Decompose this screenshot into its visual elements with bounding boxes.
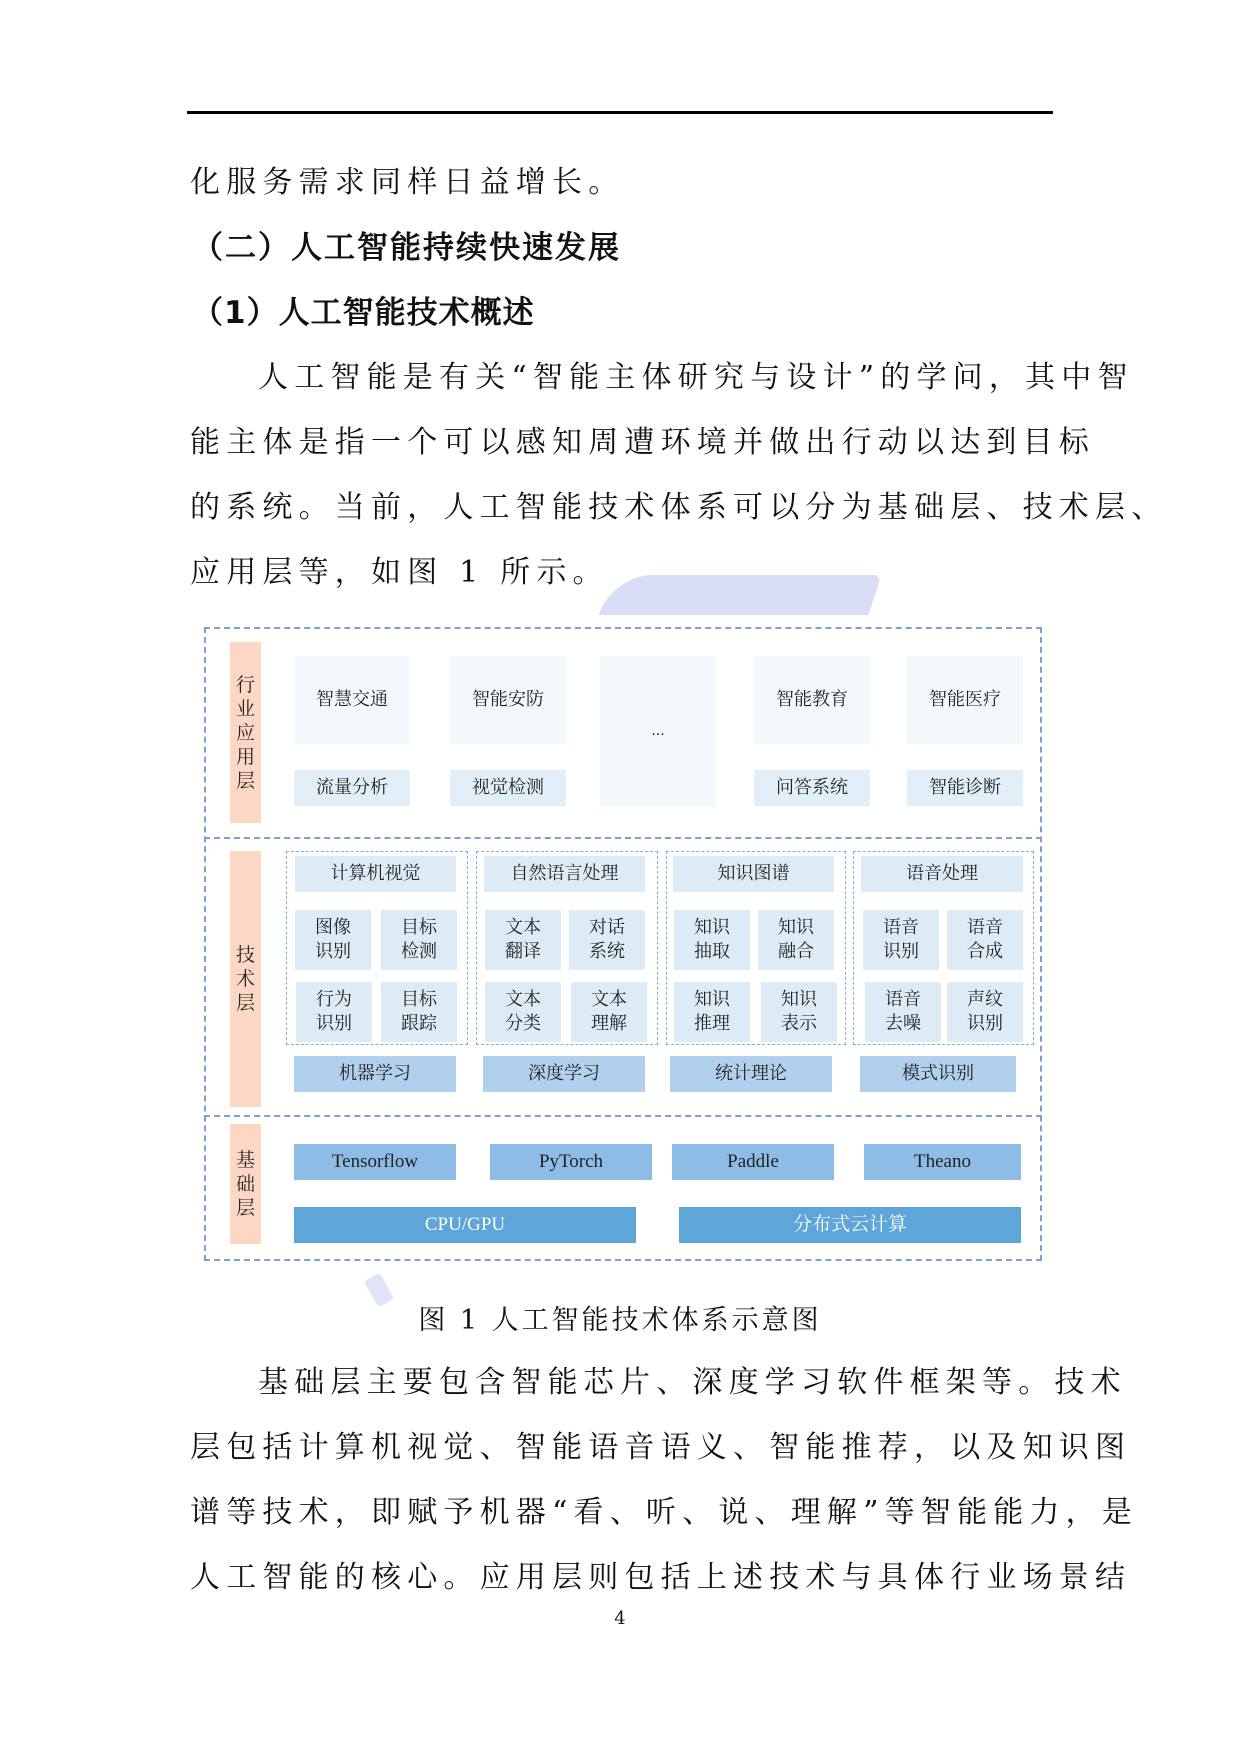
- paragraph-line: 人工智能是有关“智能主体研究与设计”的学问，其中智: [258, 360, 1134, 395]
- paragraph-line: 谱等技术，即赋予机器“看、听、说、理解”等智能能力，是: [190, 1495, 1139, 1530]
- tech-item: 知识 表示: [761, 982, 837, 1042]
- tech-item: 声纹 识别: [947, 982, 1023, 1042]
- tech-item: 知识 推理: [674, 982, 750, 1042]
- ai-architecture-diagram: [204, 627, 1042, 1261]
- tech-group-computer-vision: [286, 851, 468, 1045]
- framework-paddle: Paddle: [672, 1144, 834, 1180]
- tech-item: 文本 分类: [485, 982, 561, 1042]
- industry-smart-transport: 智慧交通: [294, 656, 410, 744]
- framework-theano: Theano: [864, 1144, 1021, 1180]
- tech-group-title: 计算机视觉: [295, 856, 456, 892]
- industry-smart-medical: 智能医疗: [907, 656, 1023, 744]
- tech-item: 目标 检测: [381, 910, 457, 970]
- tech-item: 对话 系统: [569, 910, 645, 970]
- capability-traffic-analysis: 流量分析: [294, 770, 410, 806]
- tech-item: 行为 识别: [296, 982, 372, 1042]
- tech-item: 语音 去噪: [865, 982, 941, 1042]
- tech-item: 语音 合成: [947, 910, 1023, 970]
- layer-label-base: 基 础 层: [230, 1124, 261, 1244]
- capability-qa-system: 问答系统: [754, 770, 870, 806]
- tech-group-speech: [853, 851, 1034, 1045]
- figure-caption: 图 1 人工智能技术体系示意图: [418, 1305, 822, 1336]
- tech-group-title: 自然语言处理: [484, 856, 645, 892]
- subsection-heading: （1）人工智能技术概述: [192, 295, 535, 331]
- capability-smart-diagnosis: 智能诊断: [907, 770, 1023, 806]
- tech-group-knowledge-graph: [666, 851, 846, 1045]
- layer-label-application: 行 业 应 用 层: [230, 642, 261, 823]
- industry-smart-education: 智能教育: [754, 656, 870, 744]
- tech-item: 文本 理解: [571, 982, 647, 1042]
- tech-group-nlp: [476, 851, 658, 1045]
- paragraph-line: 人工智能的核心。应用层则包括上述技术与具体行业场景结: [190, 1560, 1132, 1595]
- paragraph-line: 能主体是指一个可以感知周遭环境并做出行动以达到目标: [190, 425, 1095, 460]
- foundation-statistics: 统计理论: [670, 1056, 832, 1092]
- tech-item: 语音 识别: [863, 910, 939, 970]
- section-heading: （二）人工智能持续快速发展: [192, 230, 621, 266]
- text-line-continuation: 化服务需求同样日益增长。: [190, 165, 625, 200]
- tech-group-title: 语音处理: [861, 856, 1023, 892]
- layer-label-technology: 技 术 层: [230, 851, 261, 1107]
- industry-smart-security: 智能安防: [450, 656, 566, 744]
- hardware-distributed-cloud: 分布式云计算: [679, 1207, 1021, 1243]
- tech-group-title: 知识图谱: [673, 856, 834, 892]
- paragraph-line: 层包括计算机视觉、智能语音语义、智能推荐，以及知识图: [190, 1430, 1132, 1465]
- framework-pytorch: PyTorch: [490, 1144, 652, 1180]
- foundation-deep-learning: 深度学习: [483, 1056, 645, 1092]
- layer-divider: [204, 837, 1042, 839]
- tech-item: 图像 识别: [295, 910, 371, 970]
- paragraph-line: 应用层等，如图 1 所示。: [190, 555, 609, 590]
- tech-item: 知识 融合: [758, 910, 834, 970]
- industry-more: ...: [600, 656, 716, 806]
- hardware-cpu-gpu: CPU/GPU: [294, 1207, 636, 1243]
- watermark-shape: [599, 575, 882, 615]
- tech-item: 知识 抽取: [674, 910, 750, 970]
- framework-tensorflow: Tensorflow: [294, 1144, 456, 1180]
- tech-item: 目标 跟踪: [381, 982, 457, 1042]
- layer-divider: [204, 1115, 1042, 1117]
- page-number: 4: [614, 1608, 626, 1629]
- paragraph-line: 基础层主要包含智能芯片、深度学习软件框架等。技术: [258, 1365, 1127, 1400]
- paragraph-line: 的系统。当前，人工智能技术体系可以分为基础层、技术层、: [190, 490, 1168, 525]
- foundation-pattern-recognition: 模式识别: [860, 1056, 1016, 1092]
- capability-visual-detection: 视觉检测: [450, 770, 566, 806]
- tech-item: 文本 翻译: [485, 910, 561, 970]
- header-rule: [187, 111, 1053, 114]
- foundation-machine-learning: 机器学习: [294, 1056, 456, 1092]
